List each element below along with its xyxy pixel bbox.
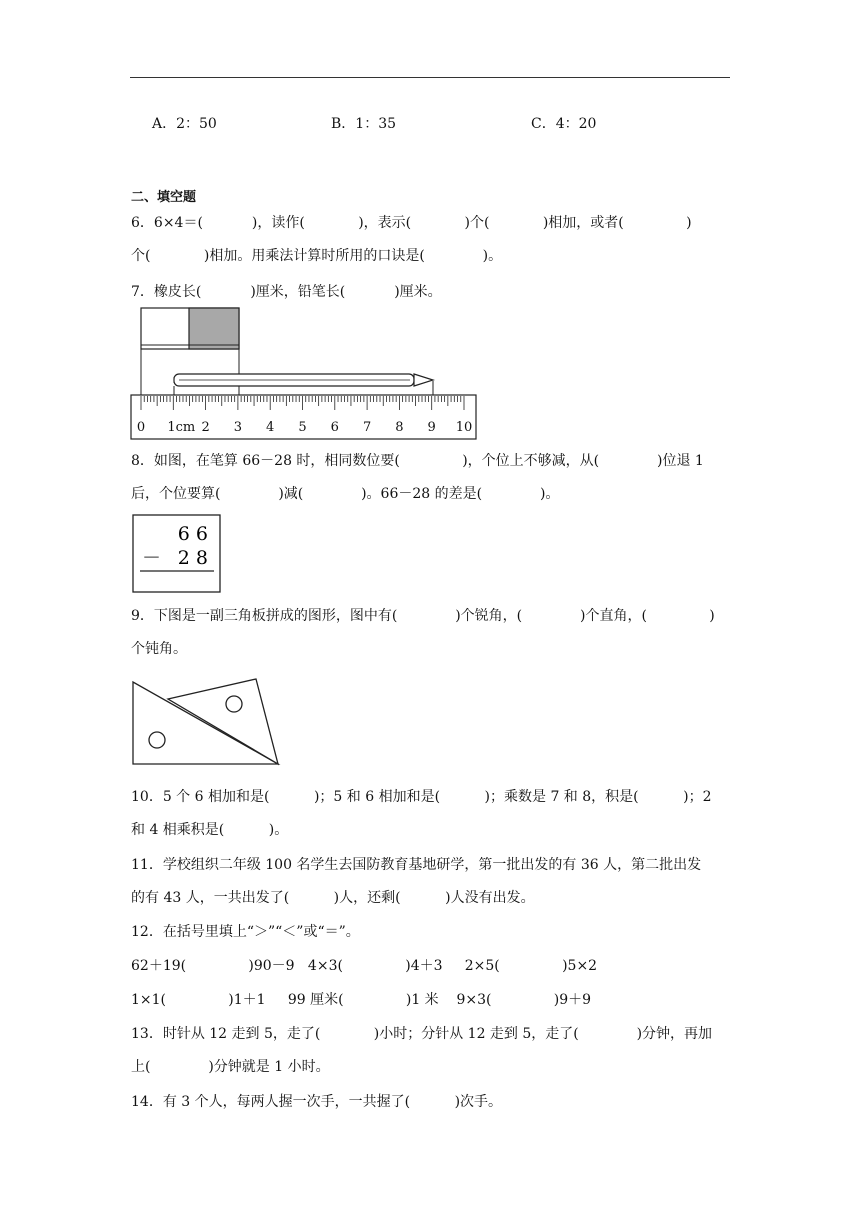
ruler-tick-label: 6 (330, 420, 339, 435)
pencil-shape (174, 374, 433, 386)
question-10-line-2: 和 4 相乘积是( )。 (131, 822, 289, 838)
question-11-line-2: 的有 43 人，一共出发了( )人，还剩( )人没有出发。 (131, 890, 535, 906)
option-a: A．2：50 (152, 116, 217, 132)
header-rule (130, 77, 730, 78)
ruler-tick-label: 2 (201, 420, 210, 435)
question-8-line-1: 8．如图，在笔算 66－28 时，相同数位要( )，个位上不够减，从( )位退 1 (131, 453, 704, 469)
question-6-line-1: 6．6×4＝( )，读作( )，表示( )个( )相加，或者( ) (131, 215, 692, 231)
question-12-line-1: 12．在括号里填上“＞”“＜”或“＝”。 (131, 924, 360, 940)
ruler-tick-label: 5 (298, 420, 307, 435)
question-12-line-3: 1×1( )1＋1 99 厘米( )1 米 9×3( )9＋9 (131, 992, 592, 1008)
option-c: C．4：20 (531, 116, 597, 132)
ruler-tick-label: 3 (233, 420, 243, 435)
minus-sign: － (142, 547, 162, 569)
question-13-line-2: 上( )分钟就是 1 小时。 (131, 1059, 330, 1075)
ruler-figure (130, 305, 480, 440)
question-7-line-1: 7．橡皮长( )厘米，铅笔长( )厘米。 (131, 284, 442, 300)
minuend: 6 6 (177, 523, 208, 545)
question-11-line-1: 11．学校组织二年级 100 名学生去国防教育基地研学，第一批出发的有 36 人，第二批出发 (131, 857, 702, 873)
ruler-tick-label: 7 (362, 420, 372, 435)
ruler-tick-label: 10 (455, 420, 473, 435)
ruler-tick-label: 8 (395, 420, 404, 435)
section-title: 二、填空题 (131, 190, 197, 205)
question-8-line-2: 后，个位要算( )减( )。66－28 的差是( )。 (131, 486, 560, 502)
subtrahend: 2 8 (177, 547, 208, 569)
question-12-line-2: 62＋19( )90－9 4×3( )4＋3 2×5( )5×2 (131, 958, 598, 974)
ruler-tick-label: 9 (427, 420, 436, 435)
question-9-line-1: 9．下图是一副三角板拼成的图形，图中有( )个锐角，( )个直角，( ) (131, 608, 715, 624)
ruler-tick-label: 0 (136, 420, 146, 435)
option-b: B．1：35 (331, 116, 397, 132)
question-10-line-1: 10．5 个 6 相加和是( )；5 和 6 相加和是( )；乘数是 7 和 8，积是( )；2 (131, 789, 712, 805)
question-14-line-1: 14．有 3 个人，每两人握一次手，一共握了( )次手。 (131, 1094, 503, 1110)
eraser-sleeve (189, 308, 239, 349)
question-9-line-2: 个钝角。 (131, 641, 187, 657)
triangle-set-figure (132, 677, 282, 769)
question-13-line-1: 13．时针从 12 走到 5，走了( )小时；分针从 12 走到 5，走了( )分钟，再加 (131, 1026, 713, 1042)
ruler-tick-label: 1cm (167, 420, 196, 435)
vertical-subtraction-figure (132, 514, 222, 594)
ruler-tick-label: 4 (266, 420, 275, 435)
question-6-line-2: 个( )相加。用乘法计算时所用的口诀是( )。 (131, 248, 503, 264)
